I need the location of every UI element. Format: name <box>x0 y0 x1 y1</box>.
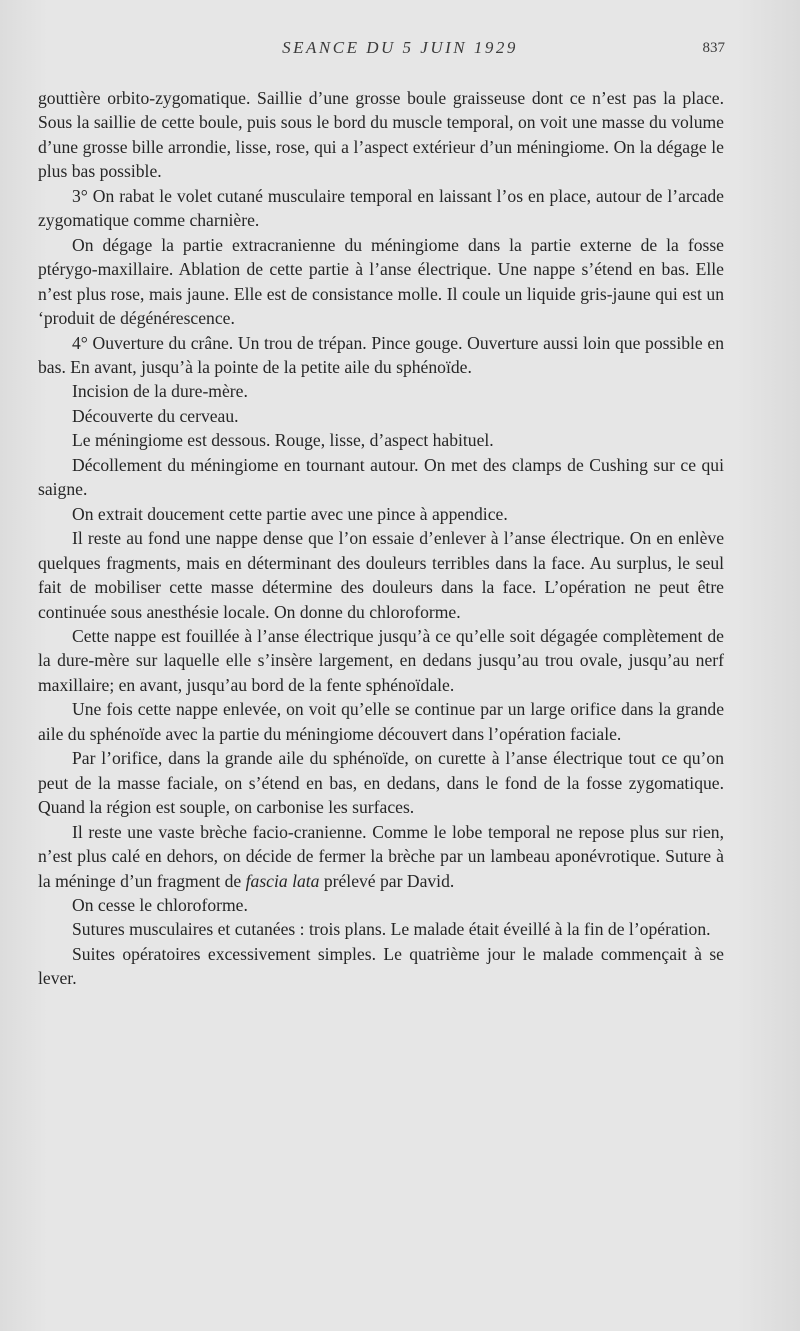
paragraph-text: Il reste une vaste brèche facio-cranienne. Comme le lobe temporal ne repose plus sur rien, n’est plus calé en dehors, on décide de fermer la brèche par un lambeau aponévrotique. Suture à la méninge d’un fragment de <box>38 821 724 891</box>
paragraph: Décollement du méningiome en tournant autour. On met des clamps de Cushing sur ce qui saigne. <box>38 454 724 500</box>
running-header-title: SEANCE DU 5 JUIN 1929 <box>282 38 518 57</box>
paragraph: Il reste au fond une nappe dense que l’on essaie d’enlever à l’anse électrique. On en enlève quelques fragments, mais en déterminant des douleurs terribles dans la face. Au surplus, le seul fait de mobiliser cette masse détermine des douleurs dans la face. L’opération ne peut être continuée sous anesthésie locale. On donne du chloroforme. <box>38 528 724 622</box>
paragraph: Une fois cette nappe enlevée, on voit qu’elle se continue par un large orifice dans la grande aile du sphénoïde avec la partie du méningiome découvert dans l’opération faciale. <box>38 699 724 744</box>
page-number: 837 <box>702 40 725 56</box>
paragraph: 4° Ouverture du crâne. Un trou de trépan. Pince gouge. Ouverture aussi loin que possible en bas. En avant, jusqu’à la pointe de la petite aile du sphénoïde. <box>38 332 724 377</box>
paragraph: Sutures musculaires et cutanées : trois plans. Le malade était éveillé à la fin de l’opération. <box>72 919 711 940</box>
paragraph: Suites opératoires excessivement simples. Le quatrième jour le malade commençait à se lever. <box>38 943 724 989</box>
paragraph: On extrait doucement cette partie avec une pince à appendice. <box>72 503 508 524</box>
body-text <box>38 86 724 991</box>
paragraph-text: prélevé par David. <box>319 870 455 891</box>
italic-term: fascia lata <box>245 870 320 891</box>
paragraph: On dégage la partie extracranienne du méningiome dans la partie externe de la fosse ptérygo-maxillaire. Ablation de cette partie à l’anse électrique. Une nappe s’étend en bas. Elle n’est plus rose, mais jaune. Elle est de consistance molle. Il coule un liquide gris-jaune qui est un ‘produit de dégénérescence. <box>38 234 724 329</box>
paragraph: 3° On rabat le volet cutané musculaire temporal en laissant l’os en place, autour de l’arcade zygomatique comme charnière. <box>38 185 724 231</box>
paragraph: On cesse le chloroforme. <box>72 894 248 915</box>
paragraph: Incision de la dure-mère. <box>72 381 248 402</box>
paragraph: Le méningiome est dessous. Rouge, lisse, d’aspect habituel. <box>72 430 494 451</box>
paragraph: Découverte du cerveau. <box>72 405 239 426</box>
paragraph <box>38 820 724 893</box>
paragraph: gouttière orbito-zygomatique. Saillie d’une grosse boule graisseuse dont ce n’est pas la place. Sous la saillie de cette boule, puis sous le bord du muscle temporal, on voit une masse du volume d’une grosse bille arrondie, lisse, rose, qui a l’aspect extérieur d’un méningiome. On la dégage le plus bas possible. <box>38 88 724 182</box>
paragraph: Par l’orifice, dans la grande aile du sphénoïde, on curette à l’anse électrique tout ce qu’on peut de la masse faciale, on s’étend en bas, en dedans, dans le fond de la fosse zygomatique. Quand la région est souple, on carbonise les surfaces. <box>38 748 724 818</box>
paragraph: Cette nappe est fouillée à l’anse électrique jusqu’à ce qu’elle soit dégagée complètement de la dure-mère sur laquelle elle s’insère largement, en dedans jusqu’au trou ovale, jusqu’au nerf maxillaire; en avant, jusqu’au bord de la fente sphénoïdale. <box>38 625 724 695</box>
